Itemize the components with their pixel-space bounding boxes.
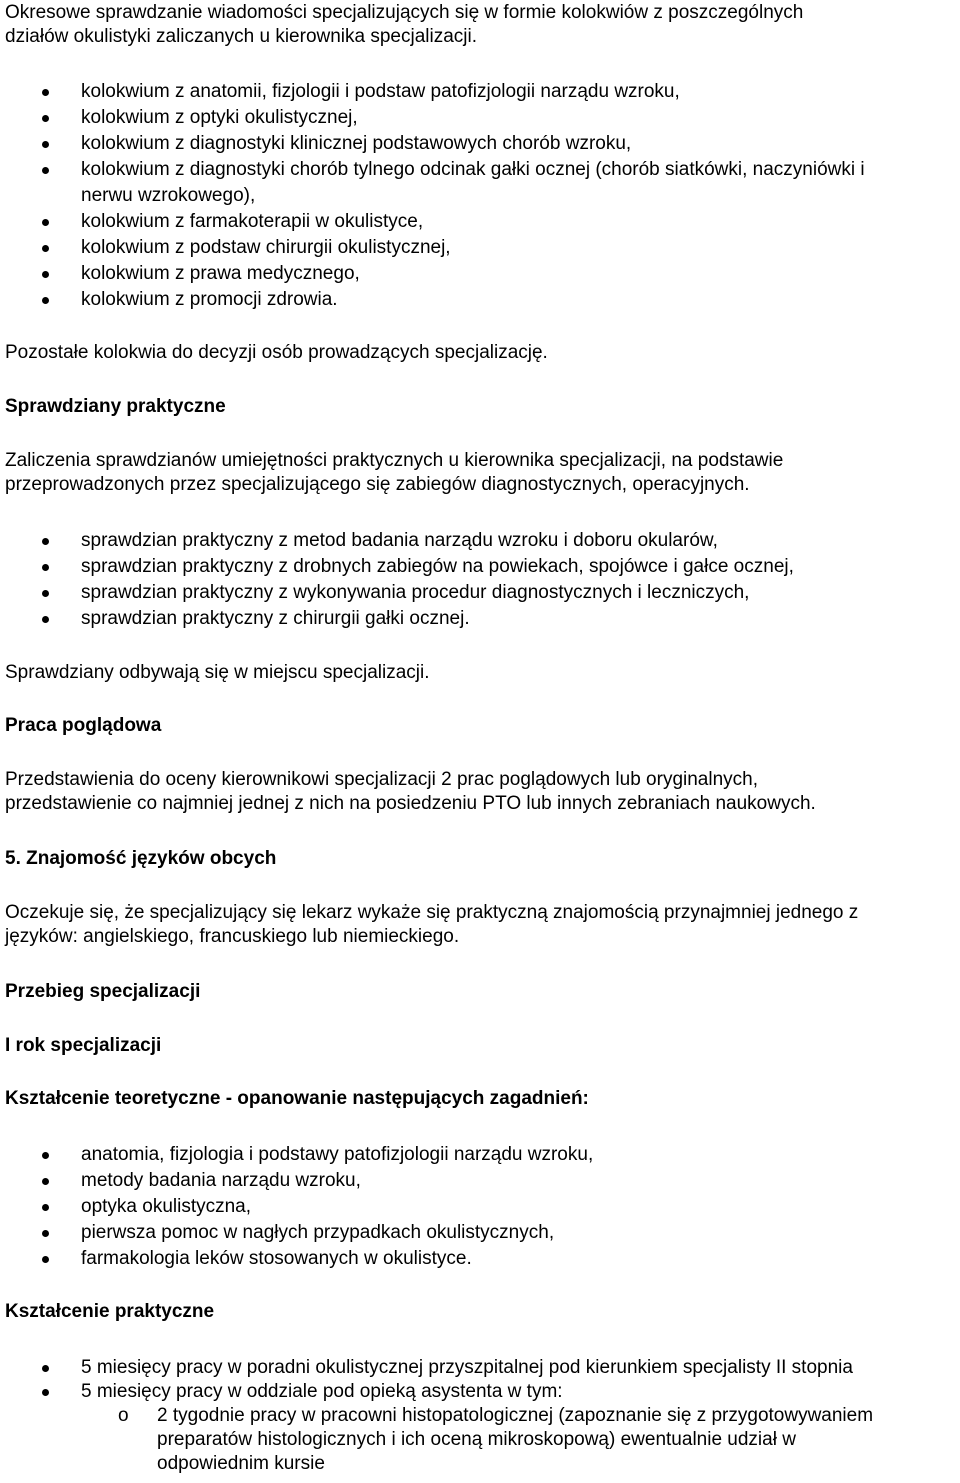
jezyki-line-1: Oczekuje się, że specjalizujący się lekarz wykaże się praktyczną znajomością przynajmniej jednego z	[5, 902, 859, 923]
sprawdziany-paragraph	[5, 449, 960, 497]
sprawdziany-heading: Sprawdziany praktyczne	[5, 396, 226, 417]
list-item: kolokwium z diagnostyki chorób tylnego odcinak gałki ocznej (chorób siatkówki, naczyniówki i nerwu wzrokowego),	[5, 157, 960, 209]
sprawdziany-line-1: Zaliczenia sprawdzianów umiejętności praktycznych u kierownika specjalizacji, na podstawie	[5, 450, 784, 471]
bullet-icon	[42, 115, 49, 122]
bullet-icon	[42, 141, 49, 148]
circle-bullet-icon: o	[118, 1405, 129, 1426]
kolokwia-list	[5, 79, 960, 313]
praktyka-sublist	[5, 1404, 960, 1476]
sublist-item	[5, 1404, 960, 1476]
jezyki-heading: 5. Znajomość języków obcych	[5, 848, 277, 869]
bullet-icon	[42, 590, 49, 597]
rok1-heading: I rok specjalizacji	[5, 1035, 162, 1056]
jezyki-line-2: języków: angielskiego, francuskiego lub niemieckiego.	[5, 926, 460, 947]
list-item: kolokwium z optyki okulistycznej,	[5, 105, 960, 131]
list-item: kolokwium z farmakoterapii w okulistyce,	[5, 209, 960, 235]
list-item: anatomia, fizjologia i podstawy patofizjologii narządu wzroku,	[5, 1142, 960, 1168]
sprawdziany-list	[5, 528, 960, 632]
praktyka-list-container	[5, 1356, 960, 1476]
bullet-icon	[42, 1152, 49, 1159]
list-item: sprawdzian praktyczny z wykonywania procedur diagnostycznych i leczniczych,	[5, 580, 960, 606]
pozostale-paragraph: Pozostałe kolokwia do decyzji osób prowadzących specjalizację.	[5, 342, 548, 363]
list-item: kolokwium z prawa medycznego,	[5, 261, 960, 287]
list-item: kolokwium z diagnostyki klinicznej podstawowych chorób wzroku,	[5, 131, 960, 157]
bullet-icon	[42, 1230, 49, 1237]
praktyka-list	[5, 1356, 960, 1404]
bullet-icon	[42, 219, 49, 226]
list-item: metody badania narządu wzroku,	[5, 1168, 960, 1194]
praca-line-2: przedstawienie co najmniej jednej z nich na posiedzeniu PTO lub innych zebraniach naukowych.	[5, 793, 816, 814]
list-item-wrap: nerwu wzrokowego),	[81, 185, 256, 206]
list-item: 5 miesięcy pracy w oddziale pod opieką asystenta w tym:	[5, 1380, 960, 1404]
teoria-list-container	[5, 1142, 960, 1272]
sprawdziany-list-container	[5, 528, 960, 632]
sublist-line-2: preparatów histologicznych i ich oceną mikroskopową) ewentualnie udział w	[157, 1429, 796, 1450]
sublist-line-3: odpowiednim kursie	[157, 1453, 325, 1474]
list-item: farmakologia leków stosowanych w okulistyce.	[5, 1246, 960, 1272]
sprawdziany-line-2: przeprowadzonych przez specjalizującego się zabiegów diagnostycznych, operacyjnych.	[5, 474, 750, 495]
intro-line-2: działów okulistyki zaliczanych u kierownika specjalizacji.	[5, 26, 478, 47]
list-item: optyka okulistyczna,	[5, 1194, 960, 1220]
bullet-icon	[42, 167, 49, 174]
teoria-heading: Kształcenie teoretyczne - opanowanie następujących zagadnień:	[5, 1088, 589, 1109]
list-item: kolokwium z podstaw chirurgii okulistycznej,	[5, 235, 960, 261]
list-item: kolokwium z anatomii, fizjologii i podstaw patofizjologii narządu wzroku,	[5, 79, 960, 105]
bullet-icon	[42, 271, 49, 278]
bullet-icon	[42, 616, 49, 623]
bullet-icon	[42, 89, 49, 96]
list-item: sprawdzian praktyczny z metod badania narządu wzroku i doboru okularów,	[5, 528, 960, 554]
list-item: sprawdzian praktyczny z drobnych zabiegów na powiekach, spojówce i gałce ocznej,	[5, 554, 960, 580]
bullet-icon	[42, 1389, 49, 1396]
list-item: 5 miesięcy pracy w poradni okulistycznej przyszpitalnej pod kierunkiem specjalisty II stopnia	[5, 1356, 960, 1380]
list-item: kolokwium z promocji zdrowia.	[5, 287, 960, 313]
praktyka-heading: Kształcenie praktyczne	[5, 1301, 215, 1322]
bullet-icon	[42, 297, 49, 304]
bullet-icon	[42, 538, 49, 545]
praca-paragraph	[5, 768, 960, 816]
kolokwia-list-container	[5, 79, 960, 313]
list-item: sprawdzian praktyczny z chirurgii gałki ocznej.	[5, 606, 960, 632]
bullet-icon	[42, 1204, 49, 1211]
sublist-line-1: 2 tygodnie pracy w pracowni histopatologicznej (zapoznanie się z przygotowywaniem	[157, 1405, 874, 1426]
bullet-icon	[42, 1178, 49, 1185]
bullet-icon	[42, 564, 49, 571]
intro-line-1: Okresowe sprawdzanie wiadomości specjalizujących się w formie kolokwiów z poszczególnych	[5, 2, 804, 23]
bullet-icon	[42, 1256, 49, 1263]
jezyki-paragraph	[5, 901, 960, 949]
teoria-list	[5, 1142, 960, 1272]
praca-line-1: Przedstawienia do oceny kierownikowi specjalizacji 2 prac poglądowych lub oryginalnych,	[5, 769, 759, 790]
praca-heading: Praca poglądowa	[5, 715, 162, 736]
intro-paragraph	[5, 1, 960, 49]
sprawdziany-note: Sprawdziany odbywają się w miejscu specjalizacji.	[5, 662, 430, 683]
przebieg-heading: Przebieg specjalizacji	[5, 981, 201, 1002]
bullet-icon	[42, 1365, 49, 1372]
bullet-icon	[42, 245, 49, 252]
list-item: pierwsza pomoc w nagłych przypadkach okulistycznych,	[5, 1220, 960, 1246]
